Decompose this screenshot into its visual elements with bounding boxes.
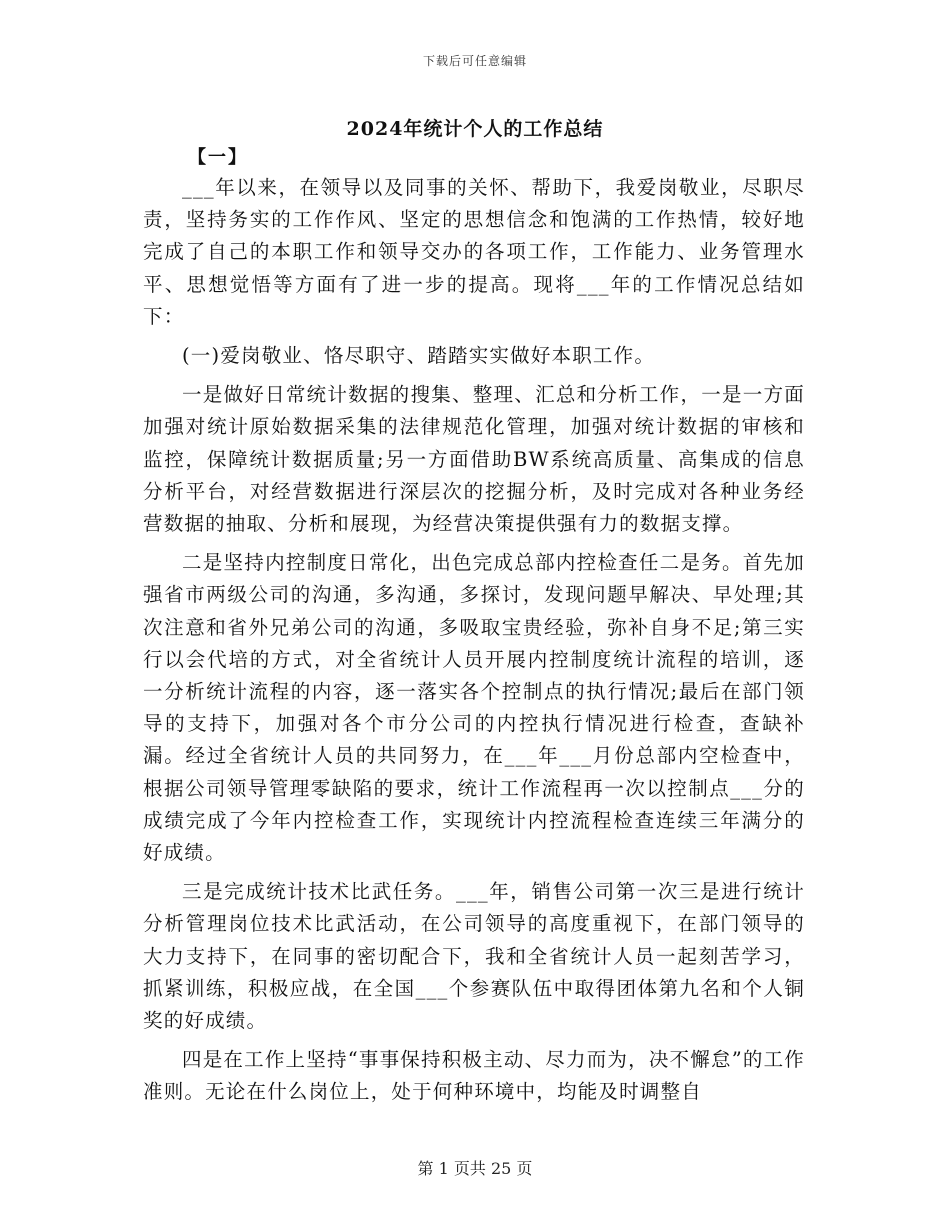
document-body: [143, 172, 805, 1116]
paragraph-item-3: 三是完成统计技术比武任务。___年，销售公司第一次三是进行统计分析管理岗位技术比武活动，在公司领导的高度重视下，在部门领导的大力支持下，在同事的密切配合下，我和全省统计人员一起刻苦学习，抓紧训练，积极应战，在全国___个参赛队伍中取得团体第九名和个人铜奖的好成绩。: [143, 880, 805, 1033]
document-title: 2024年统计个人的工作总结: [346, 118, 604, 140]
page-number-footer: 第 1 页共 25 页: [417, 1159, 533, 1178]
paragraph-intro: ___年以来，在领导以及同事的关怀、帮助下，我爱岗敬业，尽职尽责，坚持务实的工作作风、坚定的思想信念和饱满的工作热情，较好地完成了自己的本职工作和领导交办的各项工作，工作能力、业务管理水平、思想觉悟等方面有了进一步的提高。现将___年的工作情况总结如下：: [143, 176, 805, 328]
page-header-note: 下载后可任意编辑: [422, 54, 527, 68]
section-heading: 【一】: [188, 147, 248, 168]
paragraph-item-4: 四是在工作上坚持“事事保持积极主动、尽力而为，决不懈怠”的工作准则。无论在什么岗位上，处于何种环境中，均能及时调整自: [143, 1048, 805, 1104]
paragraph-item-2: 二是坚持内控制度日常化，出色完成总部内控检查任二是务。首先加强省市两级公司的沟通，多沟通，多探讨，发现问题早解决、早处理;其次注意和省外兄弟公司的沟通，多吸取宝贵经验，弥补自身不足;第三实行以会代培的方式，对全省统计人员开展内控制度统计流程的培训，逐一分析统计流程的内容，逐一落实各个控制点的执行情况;最后在部门领导的支持下，加强对各个市分公司的内控执行情况进行检查，查缺补漏。经过全省统计人员的共同努力，在___年___月份总部内空检查中，根据公司领导管理零缺陷的要求，统计工作流程再一次以控制点___分的成绩完成了今年内控检查工作，实现统计内控流程检查连续三年满分的好成绩。: [143, 551, 805, 865]
paragraph-subheading: (一)爱岗敬业、恪尽职守、踏踏实实做好本职工作。: [182, 344, 656, 368]
paragraph-item-1: 一是做好日常统计数据的搜集、整理、汇总和分析工作，一是一方面加强对统计原始数据采集的法律规范化管理，加强对统计数据的审核和监控，保障统计数据质量;另一方面借助BW系统高质量、高集成的信息分析平台，对经营数据进行深层次的挖掘分析，及时完成对各种业务经营数据的抽取、分析和展现，为经营决策提供强有力的数据支撑。: [143, 383, 805, 536]
